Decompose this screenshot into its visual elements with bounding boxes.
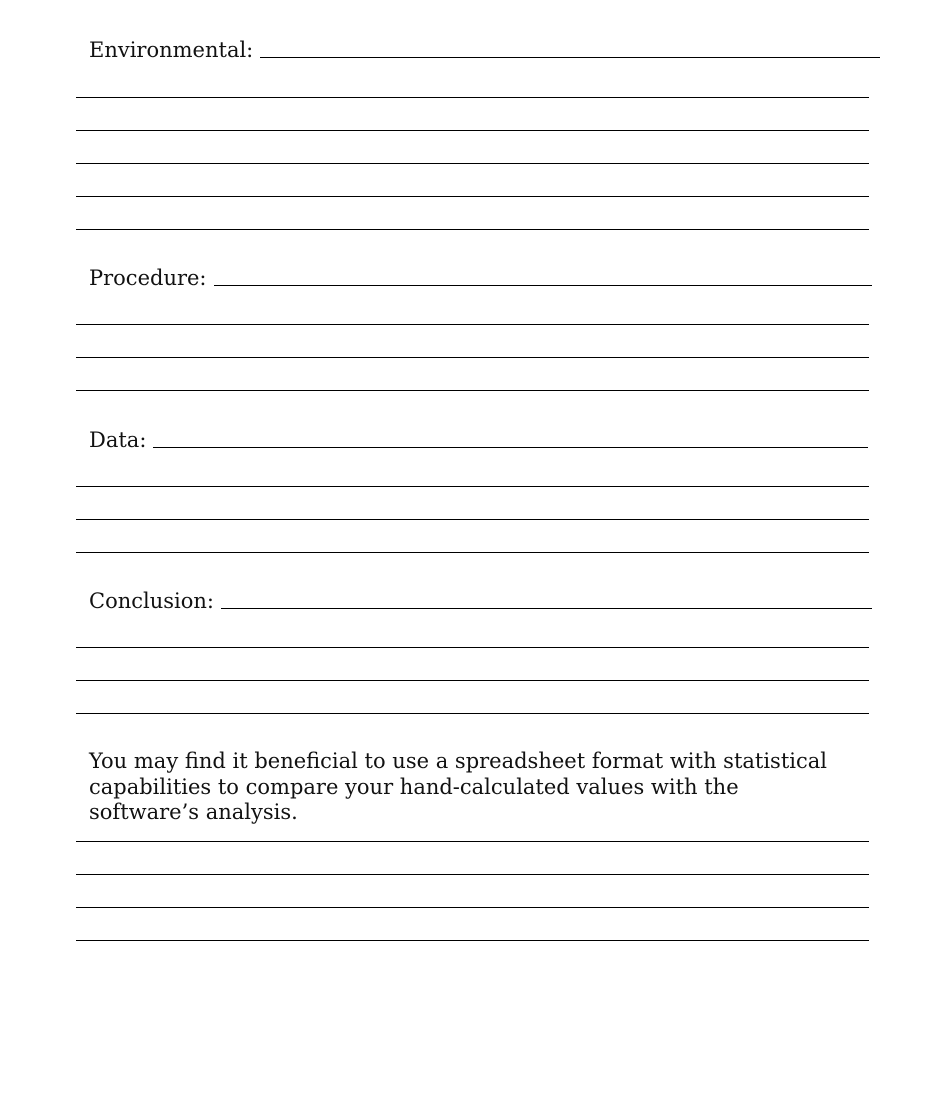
environmental-line[interactable] bbox=[76, 97, 869, 98]
procedure-field bbox=[89, 265, 872, 291]
procedure-fill-line[interactable] bbox=[214, 285, 872, 286]
procedure-line[interactable] bbox=[76, 324, 869, 325]
data-fill-line[interactable] bbox=[153, 447, 868, 448]
spreadsheet-note: You may find it beneficial to use a spreadsheet format with statistical capabilities to compare your hand-calculated values with the software’s analysis. bbox=[89, 749, 827, 824]
environmental-line[interactable] bbox=[76, 130, 869, 131]
conclusion-line[interactable] bbox=[76, 713, 869, 714]
note-line[interactable] bbox=[76, 874, 869, 875]
conclusion-label: Conclusion: bbox=[89, 589, 214, 613]
conclusion-line[interactable] bbox=[76, 647, 869, 648]
data-line[interactable] bbox=[76, 552, 869, 553]
procedure-line[interactable] bbox=[76, 357, 869, 358]
environmental-line[interactable] bbox=[76, 229, 869, 230]
note-line[interactable] bbox=[76, 841, 869, 842]
environmental-line[interactable] bbox=[76, 196, 869, 197]
data-field bbox=[89, 427, 868, 453]
environmental-label: Environmental: bbox=[89, 38, 254, 62]
note-line[interactable] bbox=[76, 907, 869, 908]
environmental-field bbox=[89, 37, 880, 63]
procedure-line[interactable] bbox=[76, 390, 869, 391]
conclusion-fill-line[interactable] bbox=[221, 608, 872, 609]
environmental-line[interactable] bbox=[76, 163, 869, 164]
conclusion-line[interactable] bbox=[76, 680, 869, 681]
note-line[interactable] bbox=[76, 940, 869, 941]
procedure-label: Procedure: bbox=[89, 266, 207, 290]
conclusion-field bbox=[89, 588, 872, 614]
data-label: Data: bbox=[89, 428, 147, 452]
data-line[interactable] bbox=[76, 486, 869, 487]
environmental-fill-line[interactable] bbox=[260, 57, 880, 58]
data-line[interactable] bbox=[76, 519, 869, 520]
